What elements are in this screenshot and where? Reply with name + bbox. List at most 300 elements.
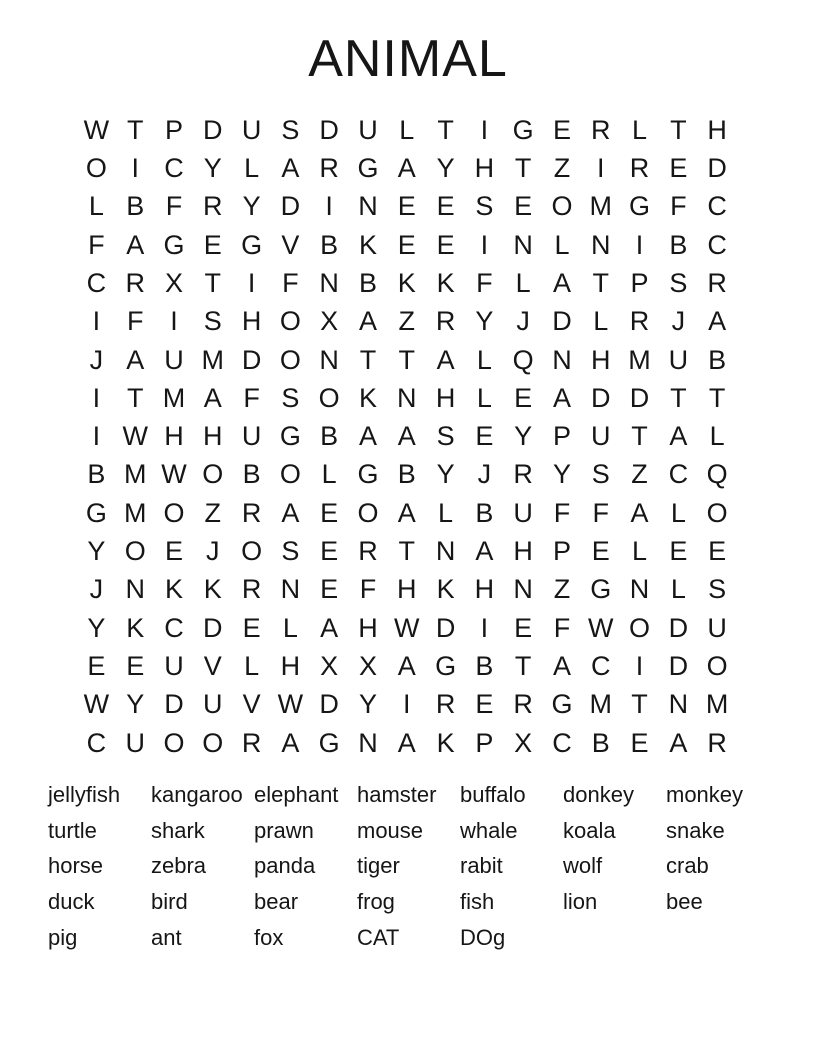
grid-letter: G (357, 152, 379, 183)
grid-letter: R (241, 574, 262, 605)
grid-letter: M (589, 689, 612, 720)
grid-letter: D (164, 689, 184, 720)
grid-letter: A (358, 306, 377, 337)
grid-letter: D (280, 191, 301, 222)
grid-letter: J (89, 344, 104, 375)
word-item: tiger (357, 853, 400, 879)
grid-letter: X (320, 651, 339, 682)
grid-letter: Z (204, 497, 222, 528)
grid-letter: X (164, 267, 183, 298)
grid-letter: E (514, 191, 533, 222)
grid-letter: O (318, 382, 340, 413)
grid-letter: B (475, 497, 494, 528)
grid-letter: E (397, 191, 416, 222)
grid-letter: N (125, 574, 145, 605)
word-item: bird (151, 888, 188, 914)
grid-letter: A (552, 267, 571, 298)
grid-letter: L (244, 152, 260, 183)
word-item: crab (666, 853, 709, 879)
grid-letter: P (552, 536, 571, 567)
grid-letter: A (669, 421, 688, 452)
grid-letter: B (320, 229, 339, 260)
grid-letter: Y (87, 612, 106, 643)
grid-letter: U (125, 727, 145, 758)
grid-letter: H (474, 152, 495, 183)
grid-letter: K (358, 382, 377, 413)
grid-letter: H (164, 421, 184, 452)
grid-letter: C (164, 612, 184, 643)
grid-letter: D (591, 382, 611, 413)
grid-letter: F (243, 382, 260, 413)
grid-letter: A (397, 651, 416, 682)
grid-letter: S (281, 536, 300, 567)
grid-letter: R (435, 689, 456, 720)
grid-letter: I (597, 152, 605, 183)
grid-letter: H (358, 612, 378, 643)
word-item: bee (666, 888, 703, 914)
grid-letter: I (92, 421, 101, 452)
grid-letter: W (588, 612, 614, 643)
word-item: DOg (460, 924, 506, 950)
grid-letter: D (668, 651, 689, 682)
grid-letter: R (319, 152, 339, 183)
grid-letter: E (164, 536, 183, 567)
grid-letter: O (357, 497, 379, 528)
grid-letter: I (92, 306, 101, 337)
word-item: panda (254, 853, 316, 879)
puzzle-title: ANIMAL (308, 30, 508, 88)
word-item: wolf (563, 853, 603, 879)
grid-letter: Y (436, 152, 455, 183)
grid-letter: D (319, 689, 339, 720)
grid-letter: A (397, 152, 416, 183)
grid-letter: T (514, 651, 532, 682)
grid-letter: K (397, 267, 416, 298)
grid-letter: Y (475, 306, 494, 337)
grid-letter: M (201, 344, 225, 375)
grid-letter: N (513, 574, 533, 605)
grid-letter: J (516, 306, 530, 337)
word-item: fox (254, 924, 284, 950)
grid-letter: A (436, 344, 455, 375)
grid-letter: E (320, 574, 339, 605)
grid-letter: U (707, 612, 727, 643)
grid-letter: A (397, 497, 416, 528)
grid-letter: A (669, 727, 688, 758)
grid-letter: O (202, 459, 224, 490)
grid-letter: B (87, 459, 106, 490)
grid-letter: A (708, 306, 727, 337)
grid-letter: S (203, 306, 222, 337)
grid-letter: L (515, 267, 531, 298)
grid-letter: A (397, 727, 416, 758)
grid-letter: S (281, 114, 300, 145)
grid-letter: B (242, 459, 261, 490)
grid-letter: D (552, 306, 572, 337)
grid-letter: Y (242, 191, 261, 222)
grid-letter: N (280, 574, 301, 605)
grid-letter: E (630, 727, 649, 758)
word-item: kangaroo (151, 781, 243, 807)
grid-letter: C (86, 727, 107, 758)
grid-letter: F (359, 574, 377, 605)
grid-letter: G (241, 229, 263, 260)
grid-letter: N (358, 727, 378, 758)
grid-letter: W (83, 689, 110, 720)
word-item: rabit (460, 853, 503, 879)
grid-letter: B (708, 344, 727, 375)
grid-letter: B (126, 191, 145, 222)
grid-letter: E (436, 229, 455, 260)
grid-letter: H (397, 574, 417, 605)
grid-letter: J (477, 459, 492, 490)
grid-letter: E (436, 191, 455, 222)
grid-letter: Z (553, 152, 571, 183)
grid-letter: C (591, 651, 611, 682)
word-item: ant (151, 924, 182, 950)
grid-letter: L (88, 191, 104, 222)
grid-letter: O (163, 727, 185, 758)
grid-letter: T (398, 536, 416, 567)
grid-letter: R (358, 536, 378, 567)
grid-letter: E (242, 612, 261, 643)
grid-letter: T (631, 689, 648, 720)
grid-letter: R (203, 191, 223, 222)
grid-letter: R (241, 497, 262, 528)
grid-letter: R (629, 306, 650, 337)
word-item: elephant (254, 781, 339, 807)
grid-letter: T (398, 344, 416, 375)
grid-letter: I (325, 191, 333, 222)
grid-letter: N (397, 382, 417, 413)
grid-letter: I (92, 382, 101, 413)
word-item: shark (151, 817, 205, 843)
grid-letter: U (513, 497, 533, 528)
word-item: zebra (151, 853, 207, 879)
grid-letter: T (359, 344, 377, 375)
grid-letter: E (320, 497, 339, 528)
grid-letter: S (708, 574, 727, 605)
grid-letter: S (436, 421, 455, 452)
grid-letter: O (163, 497, 185, 528)
grid-letter: R (707, 267, 727, 298)
grid-letter: O (124, 536, 146, 567)
grid-letter: B (669, 229, 688, 260)
grid-letter: F (592, 497, 609, 528)
grid-letter: R (513, 689, 533, 720)
grid-letter: A (475, 536, 494, 567)
grid-letter: D (241, 344, 262, 375)
grid-letter: Y (358, 689, 377, 720)
word-item: donkey (563, 781, 634, 807)
grid-letter: T (670, 382, 687, 413)
word-item: snake (666, 817, 725, 843)
grid-letter: S (475, 191, 494, 222)
grid-letter: G (279, 421, 301, 452)
grid-letter: G (318, 727, 340, 758)
grid-letter: U (203, 689, 223, 720)
grid-letter: I (170, 306, 178, 337)
grid-letter: Y (203, 152, 222, 183)
grid-letter: T (437, 114, 454, 145)
grid-letter: G (357, 459, 379, 490)
grid-letter: N (435, 536, 456, 567)
grid-letter: I (247, 267, 256, 298)
grid-letter: N (319, 267, 339, 298)
grid-letter: E (591, 536, 610, 567)
grid-letter: Q (512, 344, 534, 375)
grid-letter: P (475, 727, 494, 758)
grid-letter: D (435, 612, 456, 643)
grid-letter: D (707, 152, 727, 183)
grid-letter: G (163, 229, 185, 260)
grid-letter: T (204, 267, 222, 298)
grid-letter: O (241, 536, 263, 567)
word-item: buffalo (460, 781, 526, 807)
grid-letter: I (480, 229, 489, 260)
grid-letter: A (320, 612, 339, 643)
grid-letter: Z (631, 459, 648, 490)
grid-letter: L (554, 229, 570, 260)
grid-letter: M (123, 459, 147, 490)
grid-letter: L (670, 574, 686, 605)
grid-letter: E (397, 229, 416, 260)
grid-letter: I (480, 114, 489, 145)
grid-letter: L (321, 459, 337, 490)
grid-letter: C (668, 459, 689, 490)
grid-letter: W (394, 612, 420, 643)
grid-letter: W (161, 459, 187, 490)
grid-letter: A (397, 421, 416, 452)
grid-letter: O (706, 651, 728, 682)
grid-letter: E (669, 152, 688, 183)
grid-letter: N (513, 229, 533, 260)
grid-letter: D (203, 114, 223, 145)
grid-letter: M (123, 497, 147, 528)
grid-letter: O (551, 191, 573, 222)
grid-letter: O (202, 727, 224, 758)
grid-letter: E (475, 421, 494, 452)
grid-letter: G (512, 114, 534, 145)
grid-letter: Y (126, 689, 145, 720)
grid-letter: T (708, 382, 726, 413)
word-item: CAT (357, 924, 400, 950)
grid-letter: U (668, 344, 689, 375)
grid-letter: B (358, 267, 377, 298)
grid-letter: L (670, 497, 686, 528)
grid-letter: E (708, 536, 727, 567)
grid-letter: H (203, 421, 223, 452)
grid-letter: X (320, 306, 339, 337)
grid-letter: I (635, 229, 644, 260)
word-item: duck (48, 888, 95, 914)
grid-letter: A (281, 727, 300, 758)
grid-letter: G (590, 574, 612, 605)
grid-letter: L (399, 114, 415, 145)
grid-letter: Y (552, 459, 571, 490)
grid-letter: N (629, 574, 650, 605)
grid-letter: F (476, 267, 493, 298)
grid-letter: U (164, 651, 184, 682)
word-item: jellyfish (48, 781, 121, 807)
grid-letter: Y (87, 536, 106, 567)
word-item: koala (563, 817, 616, 843)
grid-letter: K (436, 727, 455, 758)
grid-letter: V (242, 689, 261, 720)
grid-letter: L (593, 306, 609, 337)
grid-letter: A (630, 497, 649, 528)
grid-letter: E (514, 612, 533, 643)
grid-letter: R (707, 727, 727, 758)
grid-letter: H (280, 651, 301, 682)
grid-letter: D (203, 612, 223, 643)
grid-letter: A (126, 229, 145, 260)
grid-letter: T (592, 267, 609, 298)
grid-letter: R (629, 152, 650, 183)
word-item: whale (460, 817, 518, 843)
grid-letter: Y (514, 421, 533, 452)
grid-letter: O (629, 612, 651, 643)
grid-letter: L (438, 497, 454, 528)
grid-letter: N (358, 191, 378, 222)
word-item: mouse (357, 817, 424, 843)
grid-letter: F (88, 229, 105, 260)
grid-letter: U (241, 421, 262, 452)
grid-letter: F (670, 191, 687, 222)
grid-letter: U (358, 114, 378, 145)
grid-letter: R (241, 727, 262, 758)
grid-letter: K (126, 612, 145, 643)
grid-letter: L (632, 536, 648, 567)
grid-letter: M (162, 382, 186, 413)
grid-letter: A (552, 651, 571, 682)
grid-letter: E (126, 651, 145, 682)
word-list (48, 777, 769, 955)
grid-letter: K (358, 229, 377, 260)
grid-letter: G (551, 689, 573, 720)
grid-letter: C (552, 727, 572, 758)
grid-letter: O (706, 497, 728, 528)
grid-letter: D (629, 382, 650, 413)
word-item: lion (563, 888, 598, 914)
grid-letter: A (552, 382, 571, 413)
grid-letter: U (591, 421, 611, 452)
grid-letter: R (591, 114, 611, 145)
grid-letter: A (281, 152, 300, 183)
grid-letter: B (591, 727, 610, 758)
grid-letter: F (165, 191, 183, 222)
grid-letter: K (436, 574, 455, 605)
word-item: frog (357, 888, 395, 914)
grid-letter: I (403, 689, 411, 720)
grid-letter: P (630, 267, 649, 298)
grid-letter: A (203, 382, 222, 413)
grid-letter: R (435, 306, 456, 337)
grid-letter: S (669, 267, 688, 298)
grid-letter: W (122, 421, 148, 452)
grid-letter: W (277, 689, 304, 720)
grid-letter: H (474, 574, 495, 605)
grid-letter: A (358, 421, 377, 452)
grid-letter: C (707, 191, 727, 222)
word-item: horse (48, 853, 104, 879)
grid-letter: P (164, 114, 183, 145)
word-item: bear (254, 888, 299, 914)
grid-letter: I (480, 612, 489, 643)
grid-letter: R (125, 267, 145, 298)
grid-letter: U (164, 344, 184, 375)
grid-letter: T (670, 114, 687, 145)
grid-letter: C (164, 152, 184, 183)
grid-letter: L (709, 421, 725, 452)
grid-letter: U (241, 114, 262, 145)
grid-letter: L (632, 114, 648, 145)
grid-letter: R (513, 459, 533, 490)
grid-letter: M (628, 344, 651, 375)
grid-letter: Y (436, 459, 455, 490)
grid-letter: H (707, 114, 727, 145)
grid-letter: I (131, 152, 139, 183)
grid-letter: N (591, 229, 611, 260)
grid-letter: X (358, 651, 377, 682)
grid-letter: Z (398, 306, 416, 337)
grid-letter: Q (706, 459, 728, 490)
grid-letter: J (671, 306, 686, 337)
word-item: pig (48, 924, 78, 950)
grid-letter: K (203, 574, 222, 605)
grid-letter: V (203, 651, 222, 682)
grid-letter: C (86, 267, 107, 298)
grid-letter: G (85, 497, 107, 528)
word-item: fish (460, 888, 495, 914)
grid-letter: F (553, 612, 571, 643)
grid-letter: B (320, 421, 339, 452)
grid-letter: H (241, 306, 262, 337)
word-item: monkey (666, 781, 744, 807)
grid-letter: D (668, 612, 689, 643)
grid-letter: O (279, 306, 301, 337)
grid-letter: A (281, 497, 300, 528)
grid-letter: B (475, 651, 494, 682)
grid-letter: T (631, 421, 648, 452)
word-item: turtle (48, 817, 97, 843)
grid-letter: E (203, 229, 222, 260)
grid-letter: A (126, 344, 145, 375)
grid-letter: H (513, 536, 533, 567)
grid-letter: C (707, 229, 727, 260)
grid-letter: E (320, 536, 339, 567)
grid-letter: O (279, 344, 301, 375)
grid-letter: F (126, 306, 144, 337)
grid-letter: P (552, 421, 571, 452)
grid-letter: J (206, 536, 220, 567)
grid-letter: N (319, 344, 339, 375)
grid-letter: K (164, 574, 183, 605)
grid-letter: Z (553, 574, 571, 605)
grid-letter: E (87, 651, 106, 682)
grid-letter: O (85, 152, 107, 183)
grid-letter: V (281, 229, 300, 260)
grid-letter: T (514, 152, 532, 183)
grid-letter: K (436, 267, 455, 298)
grid-letter: F (553, 497, 571, 528)
grid-letter: X (514, 727, 533, 758)
word-item: prawn (254, 817, 314, 843)
grid-letter: G (435, 651, 457, 682)
grid-letter: I (635, 651, 644, 682)
grid-letter: T (126, 382, 144, 413)
grid-letter: E (552, 114, 571, 145)
